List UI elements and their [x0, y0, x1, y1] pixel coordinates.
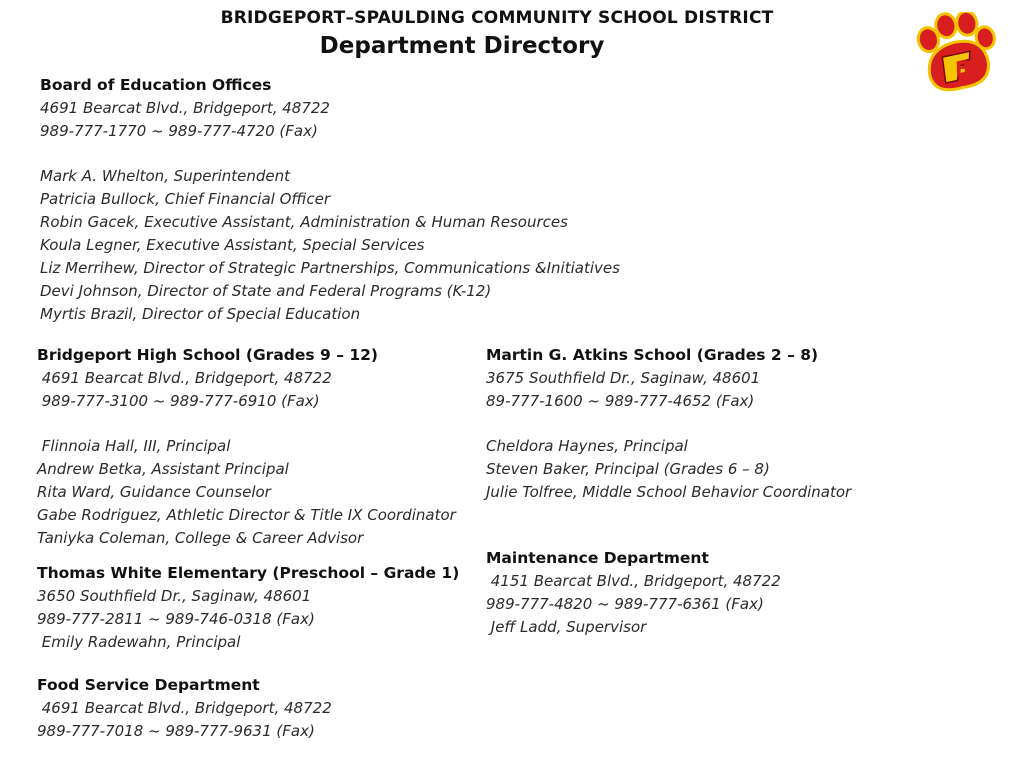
atkins-address: 3675 Southfield Dr., Saginaw, 48601 — [486, 369, 761, 387]
high-school-phone: 989-777-3100 ~ 989-777-6910 (Fax) — [37, 392, 320, 410]
logo-letter: B — [952, 54, 973, 82]
maintenance-phone: 989-777-4820 ~ 989-777-6361 (Fax) — [486, 595, 764, 613]
maintenance-address: 4151 Bearcat Blvd., Bridgeport, 48722 — [486, 572, 781, 590]
atkins-staff: Steven Baker, Principal (Grades 6 – 8) — [486, 460, 770, 478]
board-staff: Robin Gacek, Executive Assistant, Administration & Human Resources — [40, 213, 568, 231]
atkins-staff: Julie Tolfree, Middle School Behavior Coordinator — [486, 483, 852, 501]
maintenance-heading: Maintenance Department — [486, 549, 709, 567]
board-staff: Patricia Bullock, Chief Financial Officer — [40, 190, 331, 208]
high-school-address: 4691 Bearcat Blvd., Bridgeport, 48722 — [37, 369, 332, 387]
high-school-staff: Rita Ward, Guidance Counselor — [37, 483, 271, 501]
board-staff: Koula Legner, Executive Assistant, Special Services — [40, 236, 425, 254]
high-school-staff: Flinnoia Hall, III, Principal — [37, 437, 231, 455]
board-staff: Liz Merrihew, Director of Strategic Partnerships, Communications &Initiatives — [40, 259, 620, 277]
maintenance-section — [486, 547, 781, 639]
atkins-section — [486, 344, 851, 504]
board-heading: Board of Education Offices — [40, 76, 272, 94]
board-staff: Mark A. Whelton, Superintendent — [40, 167, 291, 185]
atkins-heading: Martin G. Atkins School (Grades 2 – 8) — [486, 346, 819, 364]
food-service-address: 4691 Bearcat Blvd., Bridgeport, 48722 — [37, 699, 332, 717]
board-staff: Devi Johnson, Director of State and Federal Programs (K-12) — [40, 282, 492, 300]
high-school-heading: Bridgeport High School (Grades 9 – 12) — [37, 346, 378, 364]
food-service-phone: 989-777-7018 ~ 989-777-9631 (Fax) — [37, 722, 315, 740]
elementary-staff: Emily Radewahn, Principal — [37, 633, 241, 651]
high-school-staff: Gabe Rodriguez, Athletic Director & Title IX Coordinator — [37, 506, 456, 524]
board-phone: 989-777-1770 ~ 989-777-4720 (Fax) — [40, 122, 318, 140]
logo-paw-graphic — [912, 12, 1002, 96]
page-title: Department Directory — [319, 33, 605, 59]
atkins-staff: Cheldora Haynes, Principal — [486, 437, 688, 455]
bearcat-paw-icon — [912, 12, 1002, 96]
board-section — [40, 74, 620, 326]
high-school-section — [37, 344, 456, 550]
board-address: 4691 Bearcat Blvd., Bridgeport, 48722 — [40, 99, 330, 117]
district-name: BRIDGEPORT–SPAULDING COMMUNITY SCHOOL DISTRICT — [220, 8, 774, 28]
board-staff: Myrtis Brazil, Director of Special Education — [40, 305, 361, 323]
elementary-section — [37, 562, 459, 654]
food-service-section — [37, 674, 332, 743]
maintenance-staff: Jeff Ladd, Supervisor — [486, 618, 647, 636]
high-school-staff: Andrew Betka, Assistant Principal — [37, 460, 289, 478]
atkins-phone: 89-777-1600 ~ 989-777-4652 (Fax) — [486, 392, 755, 410]
elementary-address: 3650 Southfield Dr., Saginaw, 48601 — [37, 587, 312, 605]
high-school-staff: Taniyka Coleman, College & Career Advisor — [37, 529, 364, 547]
elementary-heading: Thomas White Elementary (Preschool – Grade 1) — [37, 564, 460, 582]
food-service-heading: Food Service Department — [37, 676, 260, 694]
elementary-phone: 989-777-2811 ~ 989-746-0318 (Fax) — [37, 610, 315, 628]
